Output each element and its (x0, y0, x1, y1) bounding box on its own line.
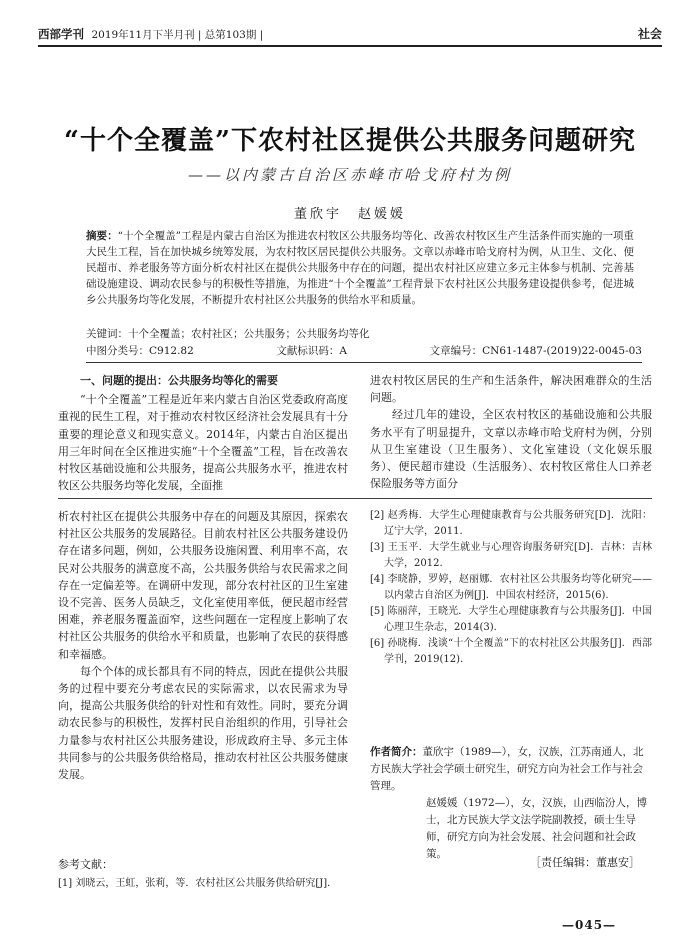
reference-item: [6] 孙晓梅．浅谈“十个全覆盖”下的农村社区公共服务[J]．西部学刊，2019(12). (370, 638, 652, 665)
clc-number: 中图分类号：C912.82 (86, 345, 194, 357)
classification-row (86, 343, 642, 363)
abstract (86, 228, 634, 308)
article-title: “十个全覆盖”下农村社区提供公共服务问题研究 (64, 126, 636, 156)
reference-item: [5] 陈丽萍，王晓光．大学生心理健康教育与公共服务[J]．中国心理卫生杂志，2014(3). (370, 606, 652, 633)
article-authors: 董欣宇 赵媛媛 (293, 207, 406, 222)
keywords-text: 十个全覆盖；农村社区；公共服务；公共服务均等化 (128, 328, 370, 340)
article-number: 文章编号：CN61-1487-(2019)22-0045-03 (429, 345, 642, 357)
reference-item: [3] 王玉平．大学生就业与心理咨询服务研究[D]．吉林：吉林大学，2012. (370, 542, 652, 569)
abstract-text: “十个全覆盖”工程是内蒙古自治区为推进农村牧区公共服务均等化、改善农村牧区生产生活条件而实施的一项重大民生工程，旨在加快城乡统筹发展，为农村牧区居民提供公共服务。文章以赤峰市哈戈府村为例，从卫生、文化、便民超市、养老服务等方面分析农村社区在提供公共服务中存在的问题，提出农村社区应建立多元主体参与机制、完善基础设施建设、调动农民参与的积极性等措施，为推进“十个全覆盖”工程背景下农村社区公共服务建设提供参考，促进城乡公共服务均等化发展，不断提升农村社区公共服务的供给水平和质量。 (86, 230, 635, 306)
header-left (38, 26, 263, 42)
references-list (370, 508, 652, 668)
running-header (38, 18, 662, 47)
author-bio-2: 赵媛媛（1972—），女，汉族，山西临汾人，博士，北方民族大学文法学院副教授，硕士生导师，研究方向为社会发展、社会问题和社会政策。 (426, 797, 647, 860)
journal-name: 西部学刊 (38, 27, 84, 41)
body-paragraph: 每个个体的成长都具有不同的特点，因此在提供公共服务的过程中要充分考虑农民的实际需求，以农民需求为导向，提高公共服务供给的针对性和有效性。同时，要充分调动农民参与的积极性，发挥村民自治组织的作用，引导社会力量参与农村社区公共服务建设，形成政府主导、多元主体共同参与的公共服务供给格局，推动农村社区公共服务健康发展。 (58, 664, 348, 782)
body-paragraph: “十个全覆盖”工程是近年来内蒙古自治区党委政府高度重视的民生工程，对于推动农村牧区经济社会发展具有十分重要的理论意义和现实意义。2014年，内蒙古自治区提出用三年时间在全区推进实施“十个全覆盖”工程，旨在改善农村牧区基础设施和公共服务，提高公共服务水平，推进农村牧区公共服务均等化发展，全面推 (58, 393, 348, 493)
author-bio-1: 董欣宇（1989—），女，汉族，江苏南通人，北方民族大学社会学硕士研究生，研究方向为社会工作与社会管理。 (370, 746, 644, 792)
reference-item: [1] 刘晓云，王虹，张莉，等．农村社区公共服务供给研究[J]． (58, 878, 338, 889)
body-paragraph: 进农村牧区居民的生产和生活条件，解决困难群众的生活问题。 (370, 374, 652, 405)
references-title: 参考文献： (58, 858, 113, 871)
section-heading-1: 一、问题的提出：公共服务均等化的需要 (80, 374, 278, 387)
column-divider (58, 498, 652, 499)
responsible-editor: ［责任编辑：董惠安］ (530, 856, 640, 869)
body-paragraph: 经过几年的建设，全区农村牧区的基础设施和公共服务水平有了明显提升，文章以赤峰市哈戈府村为例，分别从卫生室建设（卫生服务）、文化室建设（文化娱乐服务）、便民超市建设（生活服务）、农村牧区常住人口养老保险服务等方面分 (370, 408, 652, 491)
body-column-bottom-left (58, 508, 348, 783)
abstract-label: 摘要： (86, 230, 118, 242)
page-number: —045— (562, 918, 617, 932)
author-bio-label: 作者简介： (370, 746, 423, 758)
body-paragraph: 析农村社区在提供公共服务中存在的问题及其原因，探索农村社区公共服务的发展路径。目前农村社区公共服务建设仍存在诸多问题，例如，公共服务设施闲置、利用率不高，农民对公共服务的满意度不高，公共服务供给与农民需求之间存在一定偏差等。在调研中发现，部分农村社区的卫生室建设不完善、医务人员缺乏，文化室使用率低，便民超市经营困难，养老服务覆盖面窄，这些问题在一定程度上影响了农村社区公共服务的供给水平和质量，也影响了农民的获得感和幸福感。 (58, 510, 348, 661)
reference-item: [2] 赵秀梅．大学生心理健康教育与公共服务研究[D]．沈阳：辽宁大学，2011. (370, 510, 652, 537)
reference-item: [4] 李晓静，罗婷，赵丽娜．农村社区公共服务均等化研究——以内蒙古自治区为例[J]．中国农村经济，2015(6). (370, 574, 652, 601)
issue-info: 2019年11月下半月刊 | 总第103期 | (91, 29, 264, 41)
keywords-label: 关键词： (86, 328, 128, 340)
keywords (86, 326, 634, 342)
section-label: 社会 (637, 27, 662, 41)
document-code: 文献标识码：A (276, 345, 347, 357)
article-subtitle: ——以内蒙古自治区赤峰市哈戈府村为例 (187, 166, 512, 184)
body-column-top-left (58, 372, 348, 494)
author-bio (370, 744, 652, 863)
body-column-top-right (370, 372, 652, 492)
